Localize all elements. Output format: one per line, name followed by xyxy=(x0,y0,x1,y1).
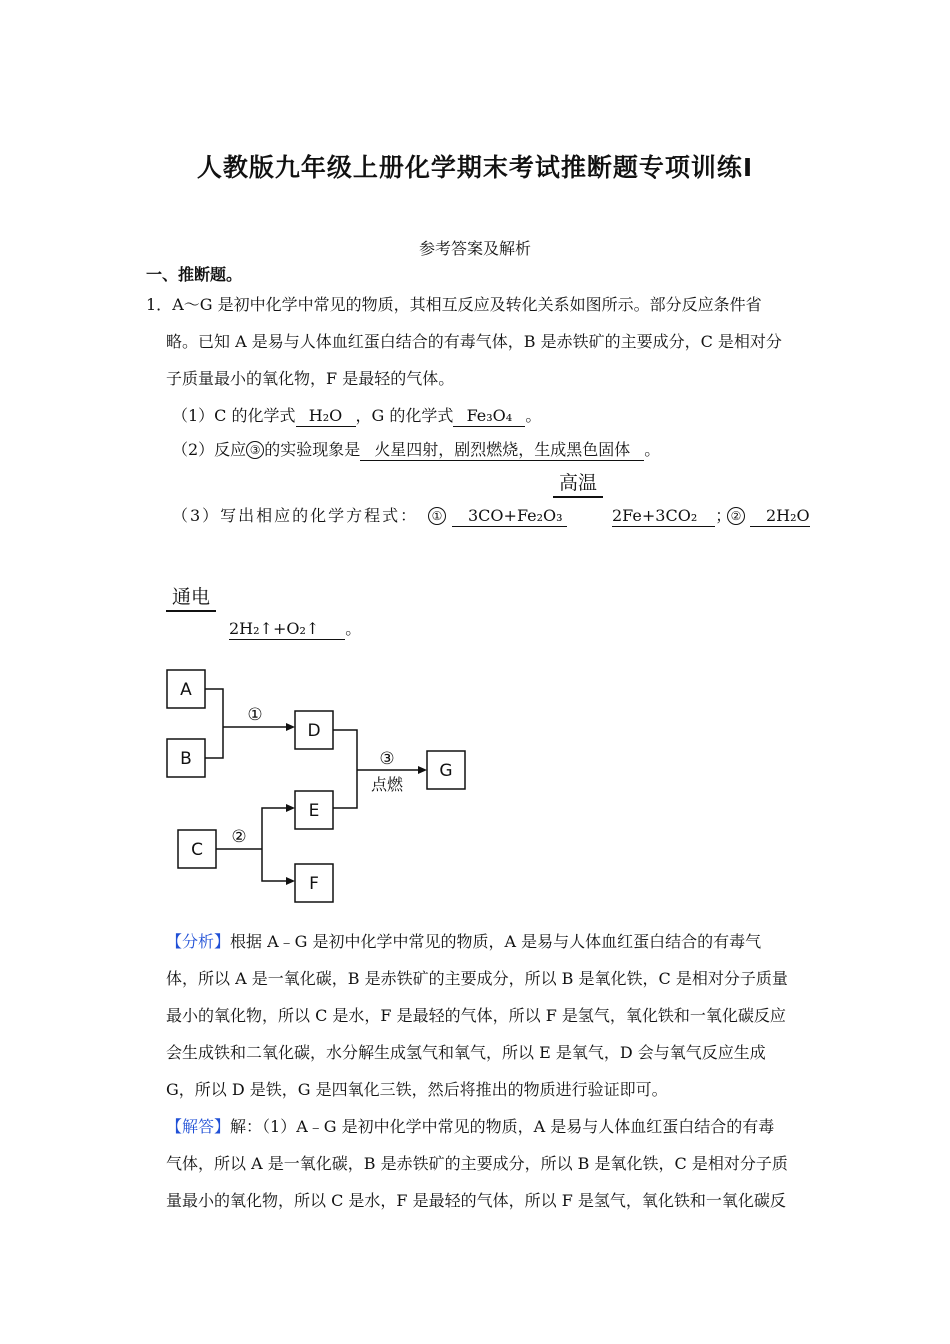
analysis-line-2: 体，所以 A 是一氧化碳，B 是赤铁矿的主要成分，所以 B 是氧化铁，C 是相对分子质量 xyxy=(166,969,788,988)
page-title: 人教版九年级上册化学期末考试推断题专项训练Ⅰ xyxy=(196,153,754,182)
analysis-line-3: 最小的氧化物，所以 C 是水，F 是最轻的气体，所以 F 是氢气，氧化铁和一氧化碳反应 xyxy=(166,1006,786,1025)
analysis-line-5: G，所以 D 是铁，G 是四氧化三铁，然后将推出的物质进行验证即可。 xyxy=(166,1080,668,1099)
eq1-marker: ① xyxy=(428,506,446,526)
eq2-right: 2H₂↑+O₂↑ 。 xyxy=(229,619,362,638)
sub-question-1: （1）C 的化学式 H₂O ，G 的化学式 Fe₃O₄ 。 xyxy=(172,406,542,425)
box-a-label: A xyxy=(180,680,192,700)
arrow-to-f xyxy=(286,877,295,885)
box-d-label: D xyxy=(307,721,321,741)
eq2-left: 2H₂O xyxy=(750,506,810,527)
eq2-marker: ② xyxy=(727,506,745,526)
box-g-label: G xyxy=(439,761,453,781)
eq1-condition: 高温 xyxy=(553,468,603,498)
analysis-line-1: 【分析】根据 A﹣G 是初中化学中常见的物质，A 是易与人体血红蛋白结合的有毒气 xyxy=(166,932,762,951)
arrow-to-d xyxy=(286,723,295,731)
question-stem-line-1: 1．A～G 是初中化学中常见的物质，其相互反应及转化关系如图所示。部分反应条件省 xyxy=(146,295,762,314)
arrow-to-e xyxy=(286,804,295,812)
eq1-left: 3CO+Fe₂O₃ xyxy=(452,506,567,527)
reaction-1-label: ① xyxy=(247,705,263,725)
solution-line-3: 量最小的氧化物，所以 C 是水，F 是最轻的气体，所以 F 是氢气，氧化铁和一氧化碳反 xyxy=(166,1191,786,1210)
eq1-right: 2Fe+3CO₂ ； xyxy=(612,506,732,525)
question-stem-line-2: 略。已知 A 是易与人体血红蛋白结合的有毒气体，B 是赤铁矿的主要成分，C 是相对分 xyxy=(166,332,782,351)
ignite-label: 点燃 xyxy=(370,775,404,794)
solution-line-1: 【解答】解：（1）A﹣G 是初中化学中常见的物质，A 是易与人体血红蛋白结合的有毒 xyxy=(166,1117,775,1136)
solution-line-2: 气体，所以 A 是一氧化碳，B 是赤铁矿的主要成分，所以 B 是氧化铁，C 是相对分子质 xyxy=(166,1154,788,1173)
page-subtitle: 参考答案及解析 xyxy=(418,239,531,258)
box-e-label: E xyxy=(308,801,320,821)
section-heading: 一、推断题。 xyxy=(146,265,243,284)
analysis-tag: 【分析】 xyxy=(166,932,231,951)
reaction-3-marker: ③ xyxy=(246,441,264,459)
answer-c-formula: H₂O xyxy=(296,406,356,427)
box-c-label: C xyxy=(191,840,203,860)
eq2-condition: 通电 xyxy=(166,582,216,612)
solution-tag: 【解答】 xyxy=(166,1117,231,1136)
sub-question-2: （2）反应 ③ 的实验现象是 火星四射，剧烈燃烧，生成黑色固体 。 xyxy=(172,440,661,459)
answer-phenomenon: 火星四射，剧烈燃烧，生成黑色固体 xyxy=(360,440,644,461)
reaction-2-label: ② xyxy=(231,827,247,847)
sub-question-3: （3）写出相应的化学方程式： xyxy=(172,506,419,525)
analysis-line-4: 会生成铁和二氧化碳，水分解生成氢气和氧气，所以 E 是氧气，D 会与氧气反应生成 xyxy=(166,1043,766,1062)
box-f-label: F xyxy=(309,874,319,894)
question-stem-line-3: 子质量最小的氧化物，F 是最轻的气体。 xyxy=(166,369,455,388)
reaction-3-label: ③ xyxy=(379,749,395,769)
reaction-diagram xyxy=(150,660,490,910)
box-b-label: B xyxy=(180,749,192,769)
answer-g-formula: Fe₃O₄ xyxy=(453,406,525,427)
question-number: 1． xyxy=(146,295,173,314)
arrow-to-g xyxy=(418,766,427,774)
